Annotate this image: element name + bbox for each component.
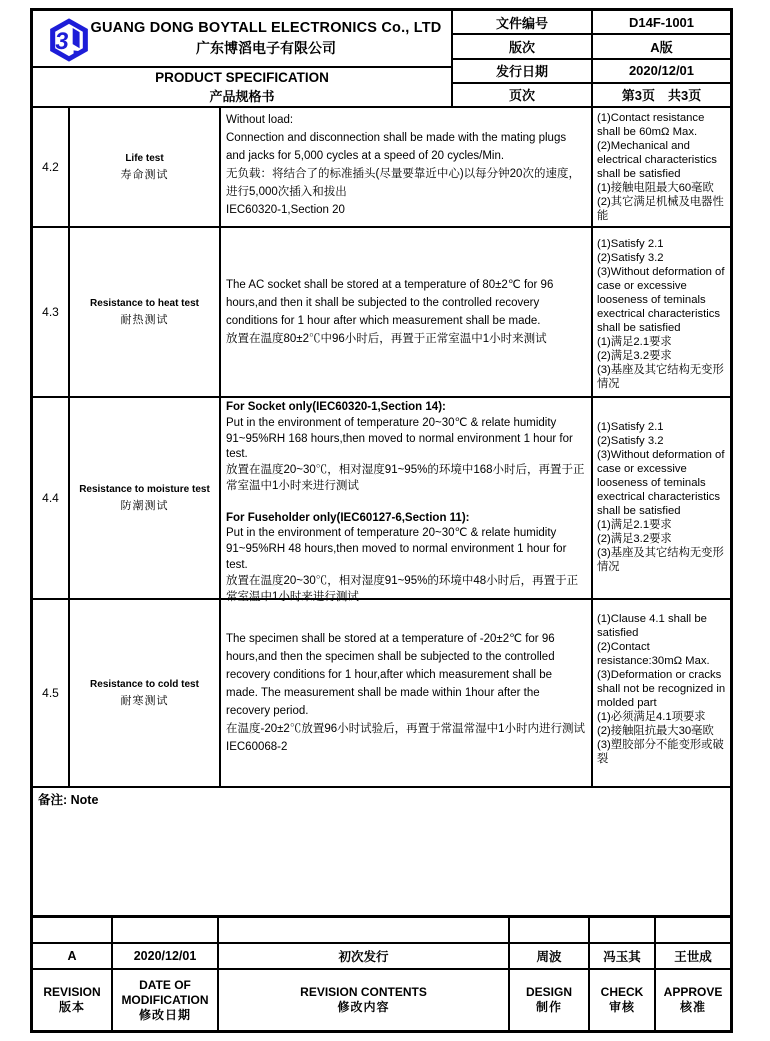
label-en: APPROVE (663, 985, 723, 999)
revision-header-version (33, 970, 113, 1030)
revision-version: A (33, 944, 113, 968)
text-line: (1)接触电阻最大60毫欧 (597, 182, 714, 194)
test-no: 4.5 (33, 600, 70, 786)
text-line: (2)接触阻抗最大30毫欧 (597, 725, 714, 737)
test-item-cn: 耐热测试 (120, 313, 169, 326)
text-line: Put in the environment of temperature 20~30℃ & relate humidity 91~95%RH 48 hours,then moved to normal environment 1 hour for test. (226, 527, 567, 571)
text-line: (1)Contact resistance shall be 60mΩ Max. (597, 112, 705, 138)
revision-cell (510, 918, 590, 942)
text-line: (3)Deformation or cracks shall not be recognized in molded part (597, 669, 726, 709)
test-item (70, 398, 221, 598)
test-requirement (593, 600, 730, 786)
text-line: (2)Satisfy 3.2 (597, 435, 664, 447)
text-line: (2)满足3.2要求 (597, 533, 672, 545)
text-line: (1)Clause 4.1 shall be satisfied (597, 613, 707, 639)
meta-row-version (453, 35, 730, 59)
test-row-4-5 (33, 600, 730, 788)
text-line: (1)必须满足4.1项要求 (597, 711, 706, 723)
text-line: (3)基座及其它结构无变形情况 (597, 364, 724, 390)
company-logo-icon (46, 17, 92, 63)
meta-row-issue-date (453, 60, 730, 84)
revision-header-check (590, 970, 656, 1030)
test-row-4-3 (33, 228, 730, 398)
text-line: (3)基座及其它结构无变形情况 (597, 547, 724, 573)
test-row-4-4 (33, 398, 730, 603)
test-item-cn: 防潮测试 (120, 499, 169, 512)
doc-title-en: PRODUCT SPECIFICATION (155, 69, 329, 85)
test-description (221, 398, 593, 603)
doc-title-block (33, 68, 451, 106)
meta-value: 第3页 共3页 (621, 88, 702, 104)
text-line: 放置在温度20~30℃，相对湿度91~95%的环境中48小时后，再置于正常室温中1小时来进行测试 (226, 574, 579, 603)
spec-sheet-page (30, 8, 733, 1033)
test-item (70, 228, 221, 396)
revision-cell (219, 918, 510, 942)
test-item (70, 108, 221, 226)
meta-label: 页次 (453, 84, 593, 106)
text-line: 无负载：将结合了的标准插头(尽量要靠近中心)以每分钟20次的速度，进行5,000次插入和拔出 (226, 168, 580, 198)
test-item-en: Resistance to moisture test (79, 483, 210, 495)
revision-header-design (510, 970, 590, 1030)
text-line: (1)满足2.1要求 (597, 519, 672, 531)
text-line: IEC60320-1,Section 20 (226, 204, 345, 216)
meta-value: 2020/12/01 (628, 63, 695, 79)
revision-contents: 初次发行 (219, 944, 510, 968)
text-line: (3)Without deformation of case or excessive looseness of teminals exectrical characteristics shall be satisfied (597, 266, 725, 334)
revision-cell (33, 918, 113, 942)
test-requirement (593, 398, 730, 598)
meta-label: 版次 (453, 35, 593, 57)
text-line: 放置在温度80±2℃中96小时后，再置于正常室温中1小时来测试 (226, 333, 547, 345)
test-requirement (593, 108, 730, 226)
note-section (33, 788, 730, 918)
revision-design: 周波 (510, 944, 590, 968)
test-item-cn: 寿命测试 (120, 168, 169, 181)
test-item-en: Life test (125, 152, 164, 164)
text-line: For Socket only(IEC60320-1,Section 14): (226, 401, 446, 413)
note-label: 备注: Note (38, 793, 99, 807)
text-line: (2)Contact resistance:30mΩ Max. (597, 641, 710, 667)
revision-header-approve (656, 970, 730, 1030)
text-line: 在温度-20±2℃放置96小时试验后，再置于常温常湿中1小时内进行测试 (226, 723, 586, 735)
test-no: 4.4 (33, 398, 70, 598)
company-title-block (33, 11, 451, 68)
label-cn: 修改日期 (138, 1007, 191, 1022)
company-name-en: GUANG DONG BOYTALL ELECTRONICS Co., LTD (90, 19, 442, 36)
revision-cell (590, 918, 656, 942)
revision-header-contents (219, 970, 510, 1030)
company-name-cn: 广东博滔电子有限公司 (196, 39, 336, 56)
test-description (221, 600, 593, 786)
text-line: (3)Without deformation of case or excessive looseness of teminals exectrical characteristics shall be satisfied (597, 449, 725, 517)
meta-row-page-number (453, 84, 730, 106)
label-en: CHECK (600, 985, 644, 999)
text-line: (2)Mechanical and electrical characteristics shall be satisfied (597, 140, 717, 180)
test-item-en: Resistance to cold test (90, 678, 199, 690)
test-no: 4.2 (33, 108, 70, 226)
label-cn: 制作 (535, 1000, 562, 1014)
text-line: IEC60068-2 (226, 741, 288, 753)
revision-header-date (113, 970, 219, 1030)
text-line: (1)满足2.1要求 (597, 336, 672, 348)
label-cn: 版本 (58, 1000, 85, 1014)
revision-approve: 王世成 (674, 950, 712, 964)
text-line: (2)满足3.2要求 (597, 350, 672, 362)
text-line: (2)其它满足机械及电器性能 (597, 196, 724, 222)
revision-cell (113, 918, 219, 942)
test-requirement (593, 228, 730, 396)
label-en: DESIGN (525, 985, 572, 999)
text-line: The AC socket shall be stored at a temperature of 80±2℃ for 96 hours,and then it shall be subjected to the controlled recovery conditions for 1 hour after which measurement shall be made. (226, 279, 554, 327)
test-item-en: Resistance to heat test (90, 297, 199, 309)
text-line: (1)Satisfy 2.1 (597, 421, 664, 433)
svg-text:3: 3 (53, 28, 71, 56)
test-item-cn: 耐寒测试 (120, 694, 169, 707)
revision-header-row (33, 970, 730, 1030)
meta-value: D14F-1001 (628, 14, 695, 30)
header-left-section (33, 11, 453, 106)
company-names (43, 20, 442, 58)
text-line: Put in the environment of temperature 20~30℃ & relate humidity 91~95%RH 168 hours,then moved to normal environment 1 hour for test. (226, 416, 573, 461)
label-cn: 审核 (608, 1000, 635, 1014)
meta-row-doc-number (453, 11, 730, 35)
test-item (70, 600, 221, 786)
text-line: (1)Satisfy 2.1 (597, 238, 664, 250)
test-description (221, 228, 593, 396)
text-line: Without load: (226, 114, 294, 126)
label-cn: 核准 (679, 1000, 706, 1014)
text-line (226, 495, 585, 511)
label-en: DATE OF MODIFICATION (121, 977, 209, 1007)
text-line: For Fuseholder only(IEC60127-6,Section 11): (226, 511, 470, 524)
meta-value: A版 (650, 39, 673, 55)
text-line: (3)塑胶部分不能变形或破裂 (597, 739, 724, 765)
revision-row-a (33, 944, 730, 970)
label-en: REVISION CONTENTS (300, 985, 427, 999)
label-cn: 修改内容 (337, 1000, 390, 1014)
revision-check: 冯玉其 (590, 944, 656, 968)
meta-label: 文件编号 (453, 11, 593, 33)
revision-date: 2020/12/01 (113, 944, 219, 968)
text-line: 放置在温度20~30℃，相对湿度91~95%的环境中168小时后，再置于正常室温中1小时来进行测试 (226, 464, 585, 492)
page-header (33, 11, 730, 108)
test-row-4-2 (33, 108, 730, 228)
revision-row-empty (33, 918, 730, 944)
text-line: (2)Satisfy 3.2 (597, 252, 664, 264)
text-line: The specimen shall be stored at a temperature of -20±2℃ for 96 hours,and then the specimen shall be subjected to the controlled recovery conditions for 1 hour,after which measurement shall be made. The measurement shall be made within 1hour after the recovery period. (226, 633, 555, 717)
test-no: 4.3 (33, 228, 70, 396)
header-meta-table (453, 11, 730, 106)
revision-cell (656, 918, 730, 942)
meta-label: 发行日期 (453, 60, 593, 82)
test-description (221, 108, 593, 226)
text-line: Connection and disconnection shall be made with the mating plugs and jacks for 5,000 cycles at a speed of 20 cycles/Min. (226, 132, 567, 162)
doc-title-cn: 产品规格书 (209, 88, 275, 104)
label-en: REVISION (43, 985, 101, 999)
